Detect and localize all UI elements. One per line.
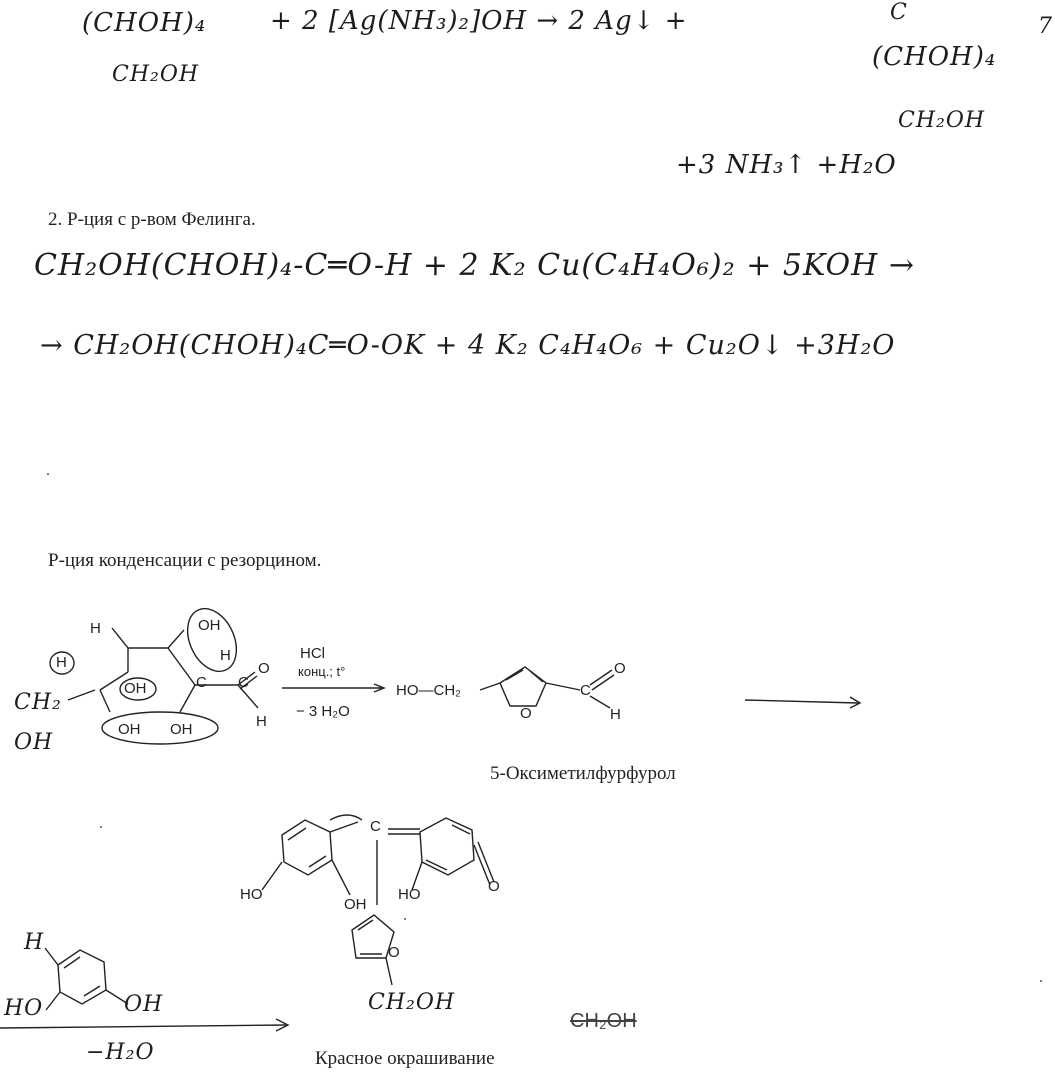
resorcinol-oh: OH bbox=[124, 992, 164, 1017]
hmf-bond bbox=[480, 683, 500, 690]
dye-c-center: C bbox=[370, 818, 381, 835]
hmf-c-ald: C bbox=[580, 682, 591, 699]
page-number: 7 bbox=[1038, 14, 1053, 39]
right-c: C bbox=[890, 0, 908, 25]
tollens-reaction-line: + 2 [Ag(NH₃)₂]OH → 2 Ag↓ + bbox=[270, 6, 688, 36]
sugar-bond bbox=[112, 628, 128, 648]
hmf-ald-bond bbox=[590, 696, 610, 708]
sugar-c: C bbox=[196, 674, 207, 691]
left-chon-group: (CHOH)₄ bbox=[82, 8, 207, 38]
arrow-3 bbox=[0, 1025, 286, 1028]
dye-o-furan: O bbox=[388, 944, 400, 961]
resorcinol-ho: HO bbox=[4, 996, 44, 1021]
dye-ho-mid: HO bbox=[398, 886, 421, 903]
dye-right-ring bbox=[420, 818, 474, 875]
sugar-oh-br: OH bbox=[170, 721, 193, 738]
dye-furan-ch2-bond bbox=[386, 958, 392, 985]
sugar-oh-top: OH bbox=[198, 617, 221, 634]
arrow-2 bbox=[745, 700, 858, 703]
scan-speck bbox=[47, 473, 49, 475]
stamp-ch2oh: CH₂OH bbox=[570, 1010, 637, 1032]
sugar-c-ald: C bbox=[238, 674, 249, 691]
sugar-o-ald: O bbox=[258, 660, 270, 677]
fehling-equation-line2: → CH₂OH(CHOH)₄C═O-OK + 4 K₂ C₄H₄O₆ + Cu₂O↓ +3H₂O bbox=[40, 330, 896, 361]
hmf-double bbox=[530, 671, 543, 682]
hmf-ho-ch2: HO—CH₂ bbox=[396, 682, 461, 699]
hmf-ald-double bbox=[592, 675, 614, 690]
dye-oh-bond bbox=[332, 860, 350, 895]
scan-speck bbox=[1040, 980, 1042, 982]
sugar-bond bbox=[68, 690, 95, 700]
dye-bridge-left bbox=[330, 822, 358, 832]
resorcinol-ho-bond bbox=[46, 992, 60, 1010]
hmf-double bbox=[506, 670, 523, 680]
resorcinol-h: H bbox=[24, 930, 45, 955]
hmf-ald-double bbox=[590, 670, 612, 685]
sugar-h-right: H bbox=[220, 647, 231, 664]
sugar-h-top: H bbox=[90, 620, 101, 637]
sugar-h-circled: H bbox=[56, 654, 67, 671]
dye-ch2oh: CH₂OH bbox=[368, 990, 456, 1015]
sugar-bond bbox=[168, 648, 195, 685]
sugar-bond bbox=[180, 685, 195, 712]
fehling-heading: 2. Р-ция с р-вом Фелинга. bbox=[48, 209, 256, 230]
result-text: Красное окрашивание bbox=[315, 1048, 495, 1069]
sugar-oh-mid: OH bbox=[124, 680, 147, 697]
sugar-ch2: CH₂ bbox=[14, 690, 62, 715]
scan-speck bbox=[404, 918, 406, 920]
resorcinol-heading: Р-ция конденсации с резорцином. bbox=[48, 550, 322, 571]
dye-ho-left: HO bbox=[240, 886, 263, 903]
hmf-h-ald: H bbox=[610, 706, 621, 723]
right-ch2oh: CH₂OH bbox=[898, 108, 986, 133]
right-chon-group: (CHOH)₄ bbox=[872, 42, 997, 72]
sugar-bond bbox=[100, 690, 110, 712]
reagent-conc: конц.; t° bbox=[298, 664, 346, 679]
sugar-h-ald: H bbox=[256, 713, 267, 730]
reagent-minus-water: − 3 H₂O bbox=[296, 703, 350, 720]
dye-ho-bond bbox=[262, 862, 282, 890]
tollens-byproducts: +3 NH₃↑ +H₂O bbox=[676, 150, 897, 180]
sugar-oh-bl: OH bbox=[118, 721, 141, 738]
sugar-oh-side: OH bbox=[14, 730, 54, 755]
hmf-o-ring: O bbox=[520, 705, 532, 722]
dye-oh-mid: OH bbox=[344, 896, 367, 913]
scan-speck bbox=[100, 826, 102, 828]
sugar-bond bbox=[168, 630, 184, 648]
dye-double bbox=[452, 825, 470, 834]
circle-oh-h bbox=[178, 601, 246, 679]
dye-curve bbox=[330, 815, 362, 820]
hmf-bond bbox=[546, 683, 580, 690]
resorcinol-h-bond bbox=[45, 948, 58, 965]
hmf-o-ald: O bbox=[614, 660, 626, 677]
reagent-hcl: HCl bbox=[300, 645, 325, 662]
dye-left-ring bbox=[282, 820, 332, 875]
fehling-equation-line1: CH₂OH(CHOH)₄-C═O-H + 2 K₂ Cu(C₄H₄O₆)₂ + 5KOH → bbox=[34, 248, 915, 283]
dye-o-right: O bbox=[488, 878, 500, 895]
hmf-furan-ring bbox=[500, 667, 546, 706]
minus-water: −H₂O bbox=[86, 1040, 155, 1065]
left-ch2oh: CH₂OH bbox=[112, 62, 200, 87]
resorcinol-ring bbox=[58, 950, 106, 1004]
hmf-name: 5-Оксиметилфурфурол bbox=[490, 763, 676, 784]
